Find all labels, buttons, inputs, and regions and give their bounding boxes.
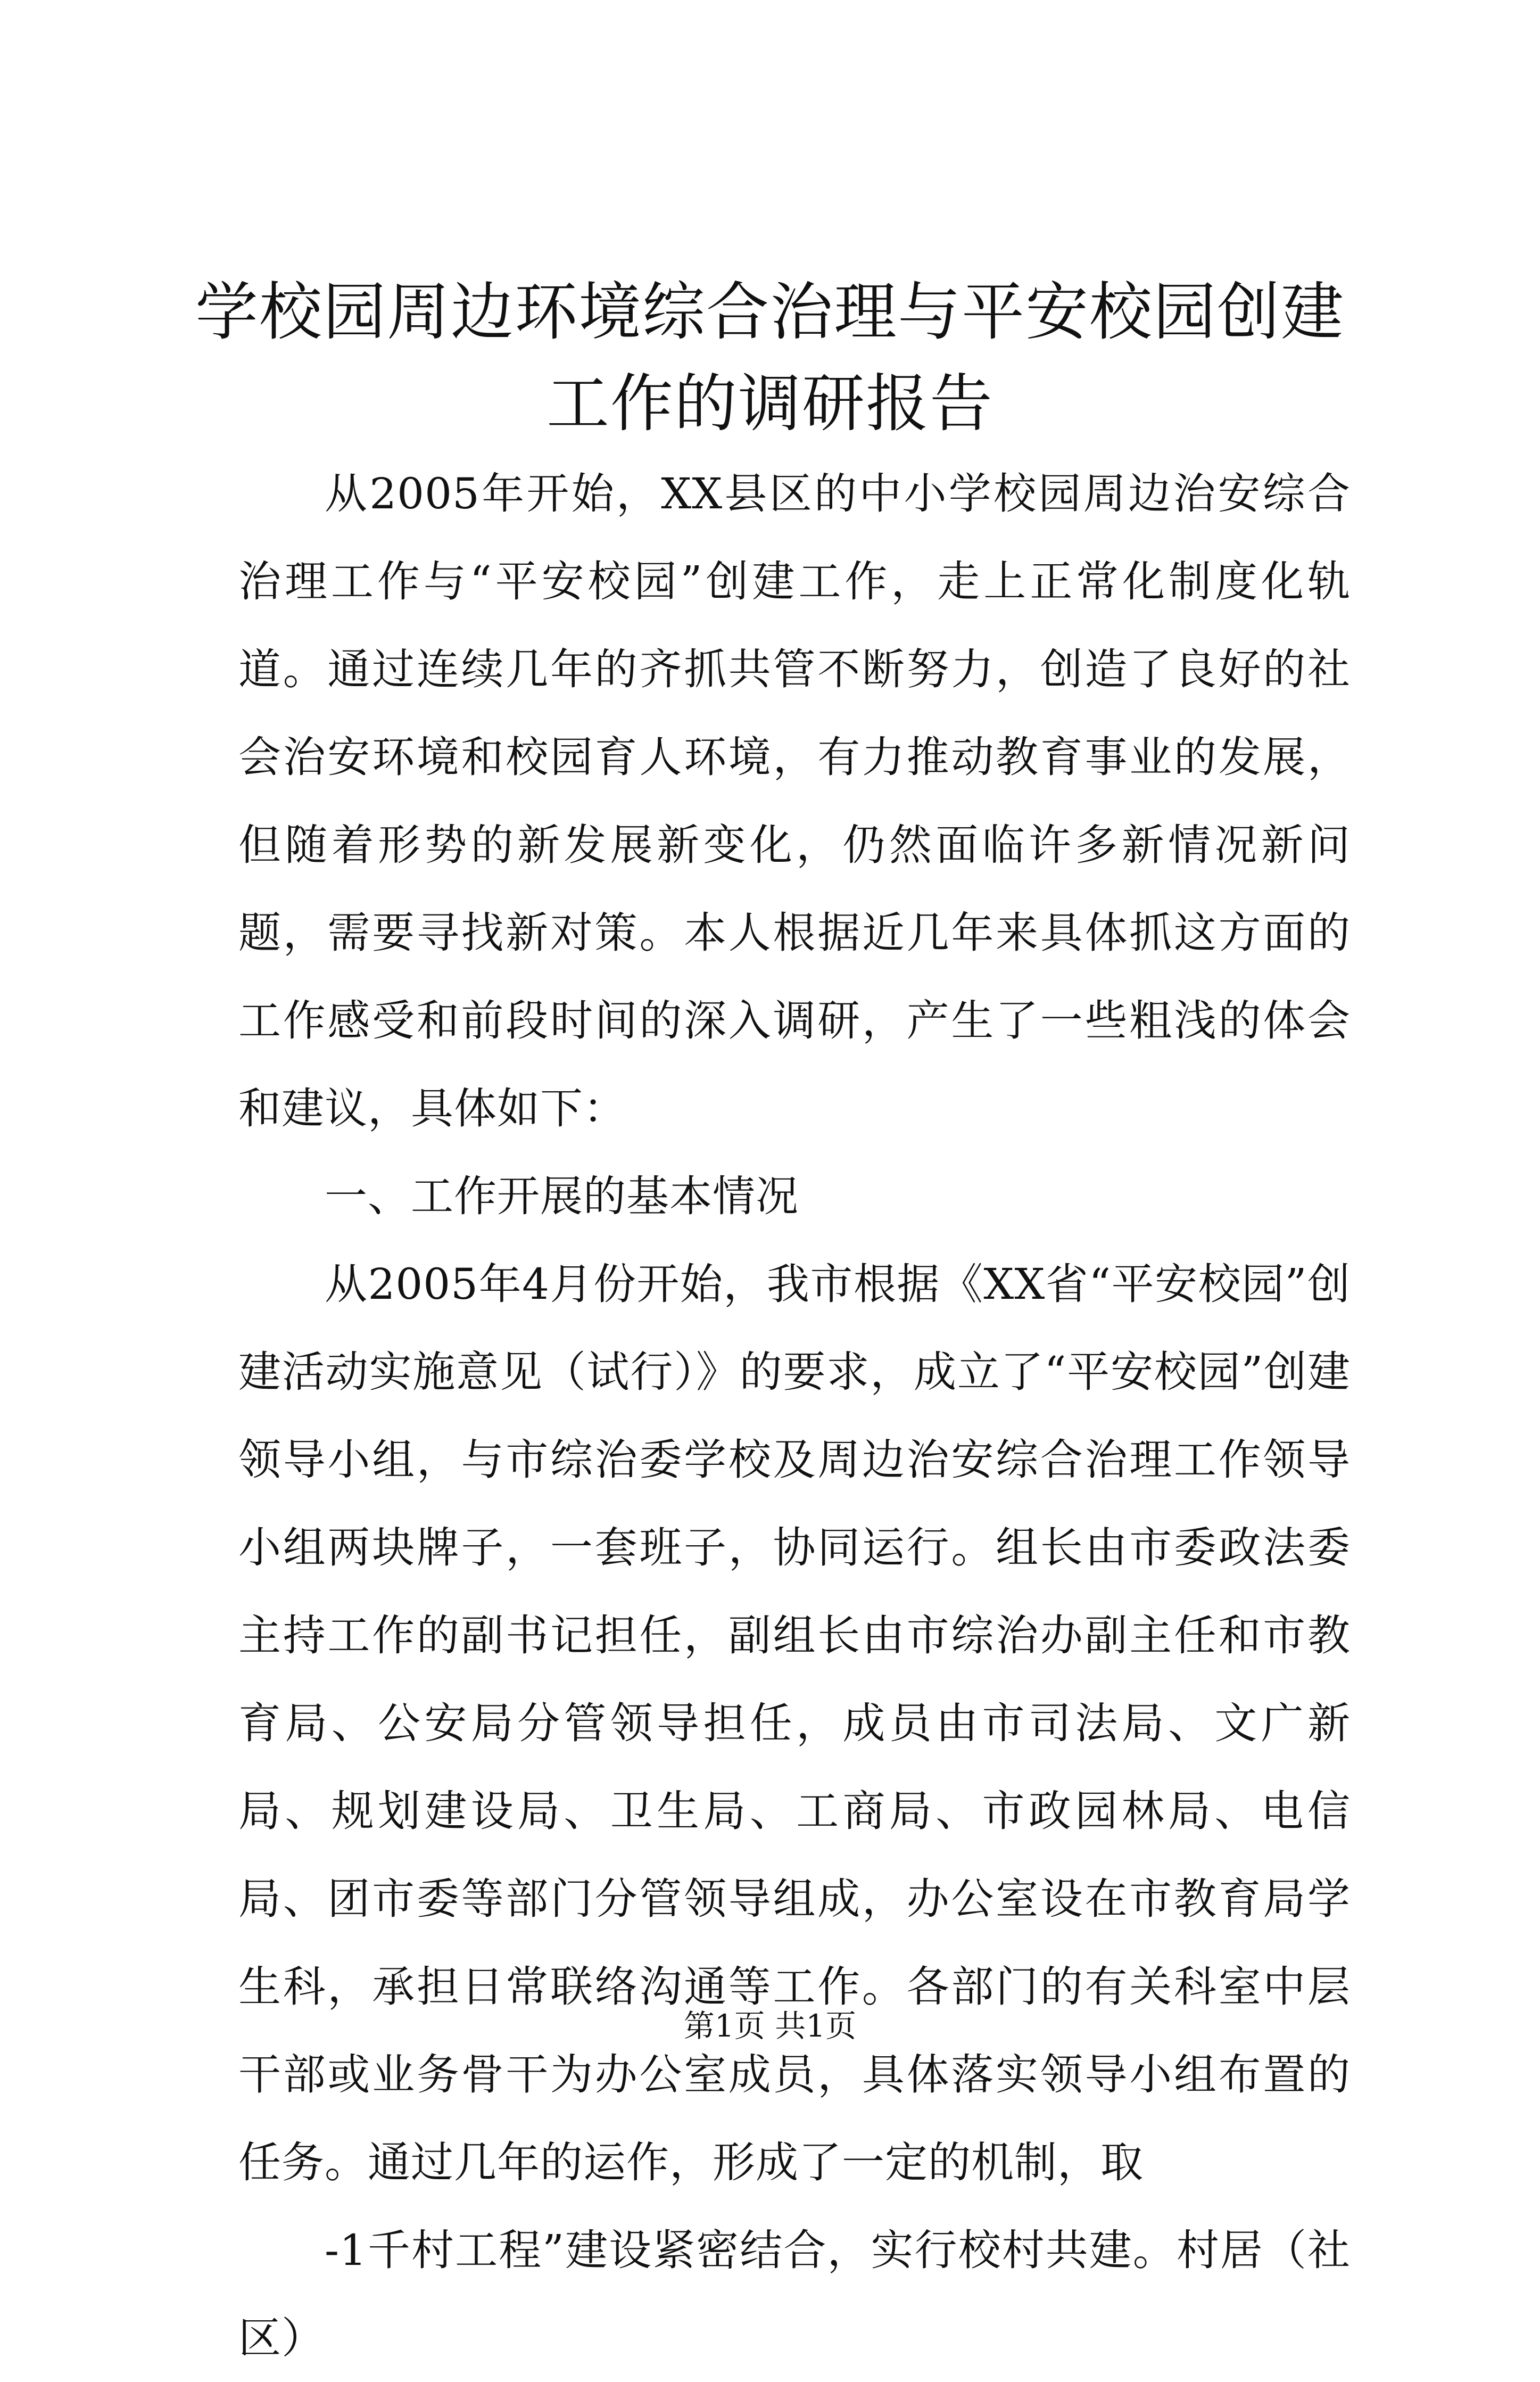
page-footer [0, 2005, 1540, 2047]
document-body [238, 450, 1351, 2382]
page-number-label: 第1页 共1页 [683, 2008, 857, 2044]
section-heading-basic-situation: 一、工作开展的基本情况 [325, 1172, 799, 1221]
paragraph-basic-situation: 从2005年4月份开始，我市根据《XX省“平安校园”创建活动实施意见（试行）》的要求，成立了“平安校园”创建领导小组，与市综治委学校及周边治安综合治理工作领导小组两块牌子，一套班子，协同运行。组长由市委政法委主持工作的副书记担任，副组长由市综治办副主任和市教育局、公安局分管领导担任，成员由市司法局、文广新局、规划建设局、卫生局、工商局、市政园林局、电信局、团市委等部门分管领导组成，办公室设在市教育局学生科，承担日常联络沟通等工作。各部门的有关科室中层干部或业务骨干为办公室成员，具体落实领导小组布置的任务。通过几年的运作，形成了一定的机制，取 [238, 1259, 1351, 2187]
paragraph-intro: 从2005年开始，XX县区的中小学校园周边治安综合治理工作与“平安校园”创建工作，走上正常化制度化轨道。通过连续几年的齐抓共管不断努力，创造了良好的社会治安环境和校园育人环境，有力推动教育事业的发展，但随着形势的新发展新变化，仍然面临许多新情况新问题，需要寻找新对策。本人根据近几年来具体抓这方面的工作感受和前段时间的深入调研，产生了一些粗浅的体会和建议，具体如下： [238, 469, 1351, 1133]
document-title: 学校园周边环境综合治理与平安校园创建工作的调研报告 [195, 275, 1345, 440]
paragraph-fragment: -1千村工程”建设紧密结合，实行校村共建。村居（社区） [238, 2226, 1351, 2363]
